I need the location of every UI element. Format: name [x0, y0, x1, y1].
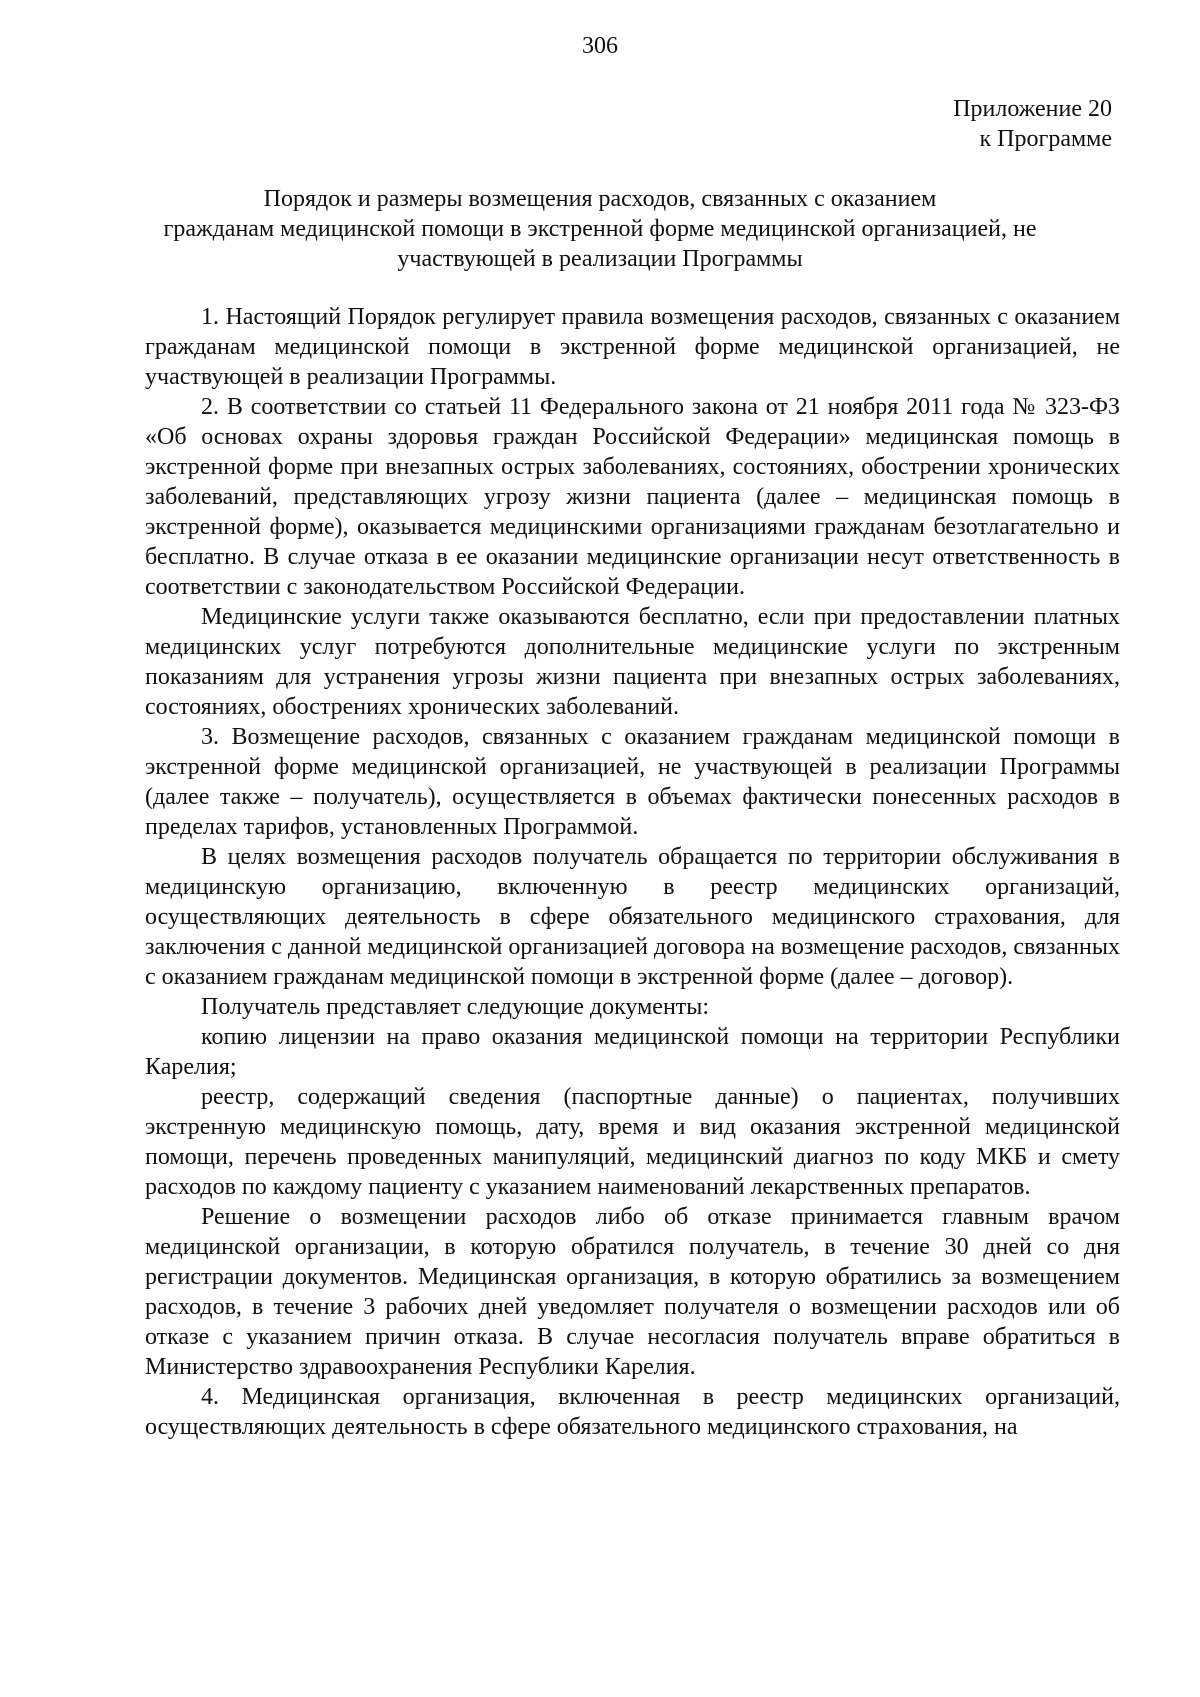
- annex-reference: [953, 94, 1112, 154]
- paragraph-10: 4. Медицинская организация, включенная в реестр медицинских организаций, осуществляющих деятельность в сфере обязательного медицинского страхования, на: [145, 1384, 1120, 1440]
- paragraph-3: Медицинские услуги также оказываются бесплатно, если при предоставлении платных медицинских услуг потребуются дополнительные медицинские услуги по экстренным показаниям для устранения угрозы жизни пациента при внезапных острых заболеваниях, состояниях, обострениях хронических заболеваний.: [145, 604, 1120, 720]
- paragraph-9: Решение о возмещении расходов либо об отказе принимается главным врачом медицинской организации, в которую обратился получатель, в течение 30 дней со дня регистрации документов. Медицинская организация, в которую обратились за возмещением расходов, в течение 3 рабочих дней уведомляет получателя о возмещении расходов или об отказе с указанием причин отказа. В случае несогласия получатель вправе обратиться в Министерство здравоохранения Республики Карелия.: [145, 1204, 1120, 1380]
- document-title: [120, 184, 1080, 274]
- title-line-1: Порядок и размеры возмещения расходов, связанных с оказанием: [263, 186, 937, 212]
- title-line-2: гражданам медицинской помощи в экстренной форме медицинской организацией, не: [163, 216, 1037, 242]
- paragraph-7: копию лицензии на право оказания медицинской помощи на территории Республики Карелия;: [145, 1024, 1120, 1080]
- paragraph-6: Получатель представляет следующие документы:: [201, 994, 710, 1020]
- paragraph-8: реестр, содержащий сведения (паспортные данные) о пациентах, получивших экстренную медицинскую помощь, дату, время и вид оказания экстренной медицинской помощи, перечень проведенных манипуляций, медицинский диагноз по коду МКБ и смету расходов по каждому пациенту с указанием наименований лекарственных препаратов.: [145, 1084, 1120, 1200]
- paragraph-1: 1. Настоящий Порядок регулирует правила возмещения расходов, связанных с оказанием гражданам медицинской помощи в экстренной форме медицинской организацией, не участвующей в реализации Программы.: [145, 304, 1120, 390]
- annex-line-2: к Программе: [979, 126, 1112, 152]
- paragraph-5: В целях возмещения расходов получатель обращается по территории обслуживания в медицинскую организацию, включенную в реестр медицинских организаций, осуществляющих деятельность в сфере обязательного медицинского страхования, для заключения с данной медицинской организацией договора на возмещение расходов, связанных с оказанием гражданам медицинской помощи в экстренной форме (далее – договор).: [145, 844, 1120, 990]
- paragraph-4: 3. Возмещение расходов, связанных с оказанием гражданам медицинской помощи в экстренной форме медицинской организацией, не участвующей в реализации Программы (далее также – получатель), осуществляется в объемах фактически понесенных расходов в пределах тарифов, установленных Программой.: [145, 724, 1120, 840]
- page-number: 306: [582, 33, 618, 59]
- document-body: [145, 302, 1120, 1442]
- paragraph-2: 2. В соответствии со статьей 11 Федерального закона от 21 ноября 2011 года № 323-ФЗ «Об основах охраны здоровья граждан Российской Федерации» медицинская помощь в экстренной форме при внезапных острых заболеваниях, состояниях, обострении хронических заболеваний, представляющих угрозу жизни пациента (далее – медицинская помощь в экстренной форме), оказывается медицинскими организациями гражданам безотлагательно и бесплатно. В случае отказа в ее оказании медицинские организации несут ответственность в соответствии с законодательством Российской Федерации.: [145, 394, 1120, 600]
- title-line-3: участвующей в реализации Программы: [397, 246, 803, 272]
- annex-line-1: Приложение 20: [953, 96, 1112, 122]
